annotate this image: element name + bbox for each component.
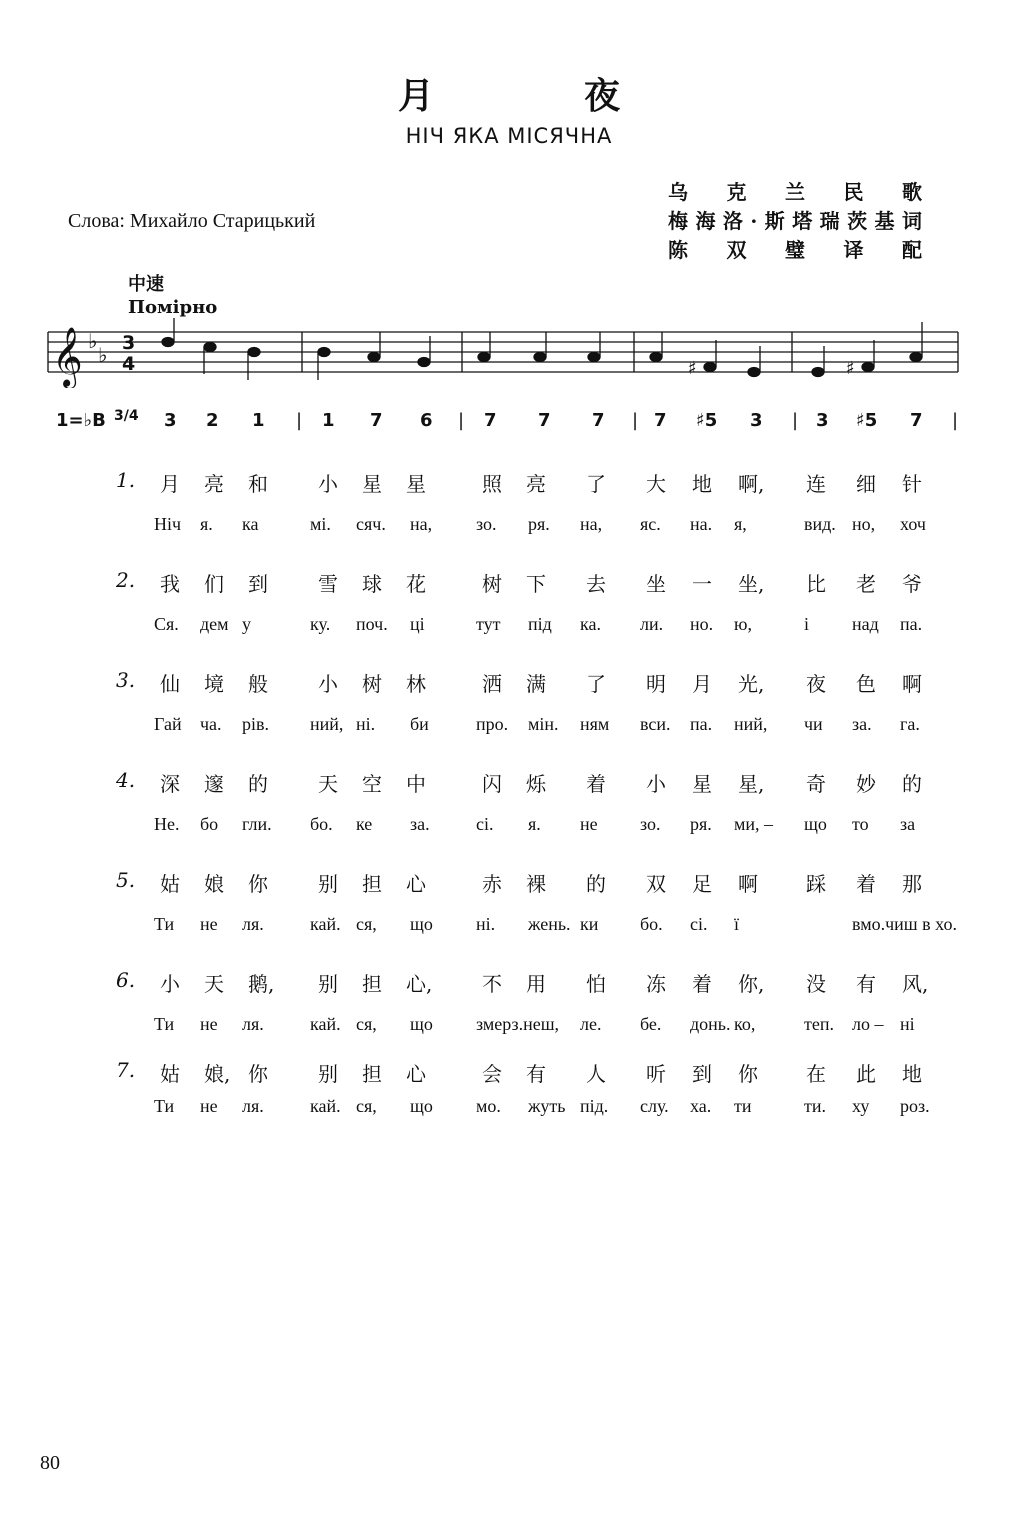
verse-ukrainian-row xyxy=(0,1096,1018,1136)
lyric-syllable-ua: бо xyxy=(200,814,219,834)
barline: | xyxy=(792,410,799,431)
lyric-syllable-ua: яс. xyxy=(640,514,661,534)
lyric-syllable-ua: Ти xyxy=(154,1014,175,1034)
lyric-syllable-ua: ти. xyxy=(804,1096,826,1116)
lyric-syllable-ua: ху xyxy=(852,1096,870,1116)
credit-lyricist: 梅海洛·斯塔瑞茨基词 xyxy=(668,209,922,233)
lyric-syllable-ua: ти xyxy=(734,1096,752,1116)
lyric-syllable-ua: жень. xyxy=(528,914,571,934)
lyric-syllable-ua: ля. xyxy=(242,1014,264,1034)
lyric-syllable-cn: 坐 xyxy=(646,572,666,596)
verse-ukrainian-row xyxy=(0,714,1018,754)
lyric-syllable-cn: 地 xyxy=(692,472,712,496)
lyric-syllable-ua: змерз.неш, xyxy=(476,1014,560,1034)
note: 1 xyxy=(322,410,335,431)
lyric-syllable-cn: 啊 xyxy=(902,672,922,696)
lyric-syllable-cn: 有 xyxy=(856,972,876,996)
lyric-syllable-ua: но, xyxy=(852,514,876,534)
note: 2 xyxy=(206,410,219,431)
lyric-syllable-cn: 星 xyxy=(692,772,712,796)
note: 7 xyxy=(370,410,383,431)
lyric-syllable-cn: 娘, xyxy=(204,1062,231,1086)
verse-chinese-row xyxy=(0,768,1018,808)
numbered-notation-row xyxy=(0,410,1018,440)
lyric-syllable-ua: бо. xyxy=(310,814,333,834)
lyric-syllable-cn: 担 xyxy=(362,1062,382,1086)
lyric-syllable-cn: 人 xyxy=(586,1062,606,1086)
lyric-syllable-ua: у xyxy=(242,614,251,634)
lyric-syllable-ua: ря. xyxy=(690,814,712,834)
sharp-icon: ♯ xyxy=(846,358,855,379)
verse-chinese-row xyxy=(0,568,1018,608)
lyric-syllable-cn: 娘 xyxy=(204,872,224,896)
lyric-syllable-cn: 着 xyxy=(586,772,606,796)
lyric-syllable-cn: 赤 xyxy=(482,872,502,896)
lyric-syllable-ua: ні xyxy=(900,1014,915,1034)
lyric-syllable-ua: ля. xyxy=(242,1096,264,1116)
lyric-syllable-cn: 啊 xyxy=(738,872,758,896)
lyric-syllable-cn: 姑 xyxy=(160,1062,180,1086)
lyric-syllable-cn: 着 xyxy=(856,872,876,896)
lyric-syllable-ua: про. xyxy=(476,714,509,734)
verse-ukrainian-row xyxy=(0,1014,1018,1054)
verse-chinese-row xyxy=(0,968,1018,1008)
lyric-syllable-ua: я, xyxy=(734,514,747,534)
lyric-syllable-cn: 老 xyxy=(856,572,876,596)
lyric-syllable-cn: 星 xyxy=(362,472,382,496)
time-signature-bottom: 4 xyxy=(122,353,136,375)
lyric-syllable-ua: ми, – xyxy=(734,814,774,834)
sharp-icon: ♯ xyxy=(688,358,697,379)
lyric-syllable-ua: за. xyxy=(852,714,872,734)
verse-ukrainian-row xyxy=(0,514,1018,554)
lyric-syllable-cn: 照 xyxy=(482,472,502,496)
lyric-syllable-cn: 爷 xyxy=(902,572,922,596)
lyric-syllable-ua: Ніч xyxy=(154,514,182,534)
lyric-syllable-ua: ка. xyxy=(580,614,601,634)
verse-number: 4. xyxy=(116,768,136,792)
barline: | xyxy=(458,410,465,431)
note: 7 xyxy=(654,410,667,431)
lyric-syllable-cn: 大 xyxy=(646,472,666,496)
lyric-syllable-cn: 般 xyxy=(248,672,268,696)
lyric-syllable-ua: я. xyxy=(528,814,541,834)
lyric-syllable-cn: 烁 xyxy=(526,772,546,796)
lyric-syllable-cn: 心 xyxy=(406,872,426,896)
music-staff xyxy=(44,318,964,388)
lyric-syllable-ua: ли. xyxy=(640,614,664,634)
verse-ukrainian-row xyxy=(0,914,1018,954)
lyric-syllable-cn: 到 xyxy=(692,1062,712,1086)
lyric-syllable-cn: 仙 xyxy=(160,672,180,696)
key-signature: 1=♭B xyxy=(56,410,106,431)
lyric-syllable-cn: 亮 xyxy=(526,472,546,496)
lyric-syllable-ua: ку. xyxy=(310,614,331,634)
verse-chinese-row xyxy=(0,668,1018,708)
lyric-syllable-ua: ся, xyxy=(356,914,377,934)
lyric-syllable-ua: сі. xyxy=(690,914,708,934)
lyric-syllable-ua: за. xyxy=(410,814,430,834)
lyric-syllable-ua: що xyxy=(804,814,827,834)
lyric-syllable-cn: 境 xyxy=(204,672,224,696)
lyric-syllable-cn: 中 xyxy=(406,772,426,796)
lyric-syllable-cn: 比 xyxy=(806,572,826,596)
lyric-syllable-cn: 天 xyxy=(204,972,224,996)
lyric-syllable-cn: 星 xyxy=(406,472,426,496)
lyric-syllable-ua: ням xyxy=(580,714,610,734)
lyric-syllable-ua: вси. xyxy=(640,714,671,734)
lyric-syllable-ua: ні. xyxy=(356,714,376,734)
lyric-syllable-cn: 球 xyxy=(362,572,382,596)
lyric-syllable-cn: 担 xyxy=(362,872,382,896)
lyric-syllable-ua: гли. xyxy=(242,814,272,834)
lyric-syllable-cn: 和 xyxy=(248,472,268,496)
note: 3 xyxy=(164,410,177,431)
lyric-syllable-ua: не xyxy=(200,1096,218,1116)
lyric-syllable-ua: то xyxy=(852,814,869,834)
lyric-syllable-cn: 坐, xyxy=(738,572,765,596)
lyric-syllable-cn: 们 xyxy=(204,572,224,596)
lyric-syllable-cn: 光, xyxy=(738,672,765,696)
verse-number: 2. xyxy=(116,568,136,592)
lyric-syllable-ua: би xyxy=(410,714,429,734)
lyric-syllable-cn: 那 xyxy=(902,872,922,896)
lyric-syllable-ua: кай. xyxy=(310,1014,341,1034)
lyric-syllable-ua: мо. xyxy=(476,1096,501,1116)
lyric-syllable-ua: га. xyxy=(900,714,920,734)
lyric-syllable-cn: 满 xyxy=(526,672,546,696)
lyric-syllable-ua: на, xyxy=(580,514,603,534)
lyric-syllable-cn: 着 xyxy=(692,972,712,996)
lyric-syllable-cn: 的 xyxy=(902,772,922,796)
lyric-syllable-ua: зо. xyxy=(640,814,661,834)
lyric-syllable-cn: 小 xyxy=(160,972,180,996)
flat-icon: ♭ xyxy=(98,343,108,367)
lyric-syllable-ua: під xyxy=(528,614,552,634)
lyric-syllable-cn: 担 xyxy=(362,972,382,996)
lyric-syllable-cn: 鹅, xyxy=(248,972,275,996)
note: 6 xyxy=(420,410,433,431)
verse-number: 3. xyxy=(116,668,136,692)
note: ♯5 xyxy=(696,410,718,431)
lyric-syllable-cn: 地 xyxy=(902,1062,922,1086)
lyric-syllable-ua: ний, xyxy=(310,714,344,734)
lyric-syllable-ua: хоч xyxy=(900,514,926,534)
lyric-syllable-cn: 林 xyxy=(406,672,426,696)
lyric-syllable-ua: Гай xyxy=(154,714,182,734)
lyric-syllable-ua: па. xyxy=(690,714,713,734)
lyricist-credit: Слова: Михайло Старицький xyxy=(68,210,316,232)
lyric-syllable-ua: мі. xyxy=(310,514,331,534)
lyric-syllable-ua: на, xyxy=(410,514,433,534)
lyric-syllable-ua: теп. xyxy=(804,1014,834,1034)
lyric-syllable-ua: ки xyxy=(580,914,599,934)
verse-chinese-row xyxy=(0,1058,1018,1098)
lyric-syllable-cn: 没 xyxy=(806,972,826,996)
lyric-syllable-cn: 别 xyxy=(318,972,338,996)
page-number: 80 xyxy=(40,1452,60,1474)
lyric-syllable-ua: зо. xyxy=(476,514,497,534)
lyric-syllable-cn: 用 xyxy=(526,972,546,996)
lyric-syllable-ua: Не. xyxy=(154,814,180,834)
lyric-syllable-cn: 树 xyxy=(362,672,382,696)
lyric-syllable-cn: 奇 xyxy=(806,772,826,796)
lyric-syllable-ua: донь. xyxy=(690,1014,731,1034)
verse-chinese-row xyxy=(0,868,1018,908)
lyric-syllable-cn: 我 xyxy=(160,572,180,596)
lyric-syllable-cn: 踩 xyxy=(806,872,826,896)
lyric-syllable-cn: 裸 xyxy=(526,872,546,896)
lyric-syllable-cn: 别 xyxy=(318,1062,338,1086)
tempo-chinese: 中速 xyxy=(128,274,164,295)
lyric-syllable-ua: ю, xyxy=(734,614,752,634)
lyric-syllable-ua: ся, xyxy=(356,1014,377,1034)
lyric-syllable-ua: ло – xyxy=(852,1014,884,1034)
lyric-syllable-ua: бе. xyxy=(640,1014,662,1034)
lyric-syllable-ua: ко, xyxy=(734,1014,756,1034)
lyric-syllable-cn: 天 xyxy=(318,772,338,796)
song-title-ukrainian: НІЧ ЯКА МІСЯЧНА xyxy=(405,124,613,148)
lyric-syllable-cn: 夜 xyxy=(806,672,826,696)
lyric-syllable-cn: 洒 xyxy=(482,672,502,696)
note: 7 xyxy=(910,410,923,431)
lyric-syllable-cn: 有 xyxy=(526,1062,546,1086)
lyric-syllable-cn: 色 xyxy=(856,672,876,696)
credits-block xyxy=(668,178,922,265)
lyric-syllable-ua: вмо.чиш в хо. xyxy=(852,914,957,934)
lyric-syllable-ua: ні. xyxy=(476,914,496,934)
lyric-syllable-ua: і xyxy=(804,614,810,634)
lyric-syllable-cn: 针 xyxy=(902,472,922,496)
lyric-syllable-cn: 到 xyxy=(248,572,268,596)
lyric-syllable-ua: вид. xyxy=(804,514,836,534)
lyric-syllable-cn: 你, xyxy=(738,972,765,996)
lyric-syllable-cn: 怕 xyxy=(586,972,606,996)
lyric-syllable-cn: 在 xyxy=(806,1062,826,1086)
lyric-syllable-ua: ний, xyxy=(734,714,768,734)
lyric-syllable-ua: ча. xyxy=(200,714,222,734)
treble-clef-icon: 𝄞 xyxy=(52,327,83,387)
lyric-syllable-ua: сяч. xyxy=(356,514,386,534)
lyric-syllable-cn: 啊, xyxy=(738,472,765,496)
lyric-syllable-ua: мін. xyxy=(528,714,559,734)
lyric-syllable-cn: 会 xyxy=(482,1062,502,1086)
lyric-syllable-ua: роз. xyxy=(900,1096,930,1116)
lyric-syllable-ua: ря. xyxy=(528,514,550,534)
lyric-syllable-ua: поч. xyxy=(356,614,388,634)
lyric-syllable-cn: 月 xyxy=(160,472,180,496)
lyric-syllable-ua: ся, xyxy=(356,1096,377,1116)
flat-icon: ♭ xyxy=(88,329,98,353)
credit-origin: 乌克兰民歌 xyxy=(668,180,922,204)
lyric-syllable-ua: па. xyxy=(900,614,923,634)
lyric-syllable-ua: жуть xyxy=(528,1096,566,1116)
lyric-syllable-cn: 星, xyxy=(738,772,765,796)
lyric-syllable-cn: 细 xyxy=(856,472,876,496)
lyric-syllable-cn: 你 xyxy=(738,1062,758,1086)
lyric-syllable-ua: не xyxy=(200,1014,218,1034)
lyric-syllable-cn: 明 xyxy=(646,672,666,696)
verse-number: 5. xyxy=(116,868,136,892)
lyric-syllable-cn: 足 xyxy=(692,872,712,896)
lyric-syllable-cn: 花 xyxy=(406,572,426,596)
note: 7 xyxy=(538,410,551,431)
lyric-syllable-ua: Ти xyxy=(154,1096,175,1116)
lyric-syllable-ua: ха. xyxy=(690,1096,712,1116)
lyric-syllable-cn: 小 xyxy=(318,672,338,696)
lyric-syllable-cn: 你 xyxy=(248,1062,268,1086)
lyric-syllable-ua: дем xyxy=(200,614,229,634)
lyric-syllable-cn: 风, xyxy=(902,972,929,996)
lyric-syllable-cn: 一 xyxy=(692,572,712,596)
time-signature: 3/4 xyxy=(114,408,139,424)
lyric-syllable-ua: слу. xyxy=(640,1096,669,1116)
lyric-syllable-ua: ці xyxy=(410,614,425,634)
lyric-syllable-cn: 邃 xyxy=(204,772,224,796)
lyric-syllable-ua: ля. xyxy=(242,914,264,934)
lyric-syllable-cn: 小 xyxy=(318,472,338,496)
lyric-syllable-cn: 亮 xyxy=(204,472,224,496)
verse-number: 6. xyxy=(116,968,136,992)
lyric-syllable-ua: чи xyxy=(804,714,823,734)
lyric-syllable-cn: 深 xyxy=(160,772,180,796)
lyric-syllable-cn: 月 xyxy=(692,672,712,696)
lyric-syllable-cn: 连 xyxy=(806,472,826,496)
barline: | xyxy=(952,410,959,431)
lyric-syllable-cn: 小 xyxy=(646,772,666,796)
lyric-syllable-cn: 闪 xyxy=(482,772,502,796)
lyric-syllable-ua: що xyxy=(410,1014,433,1034)
time-signature-top: 3 xyxy=(122,332,136,354)
lyric-syllable-cn: 听 xyxy=(646,1062,666,1086)
lyric-syllable-ua: ка xyxy=(242,514,259,534)
lyric-syllable-ua: за xyxy=(900,814,916,834)
lyric-syllable-ua: що xyxy=(410,914,433,934)
lyric-syllable-cn: 心, xyxy=(406,972,433,996)
note: 7 xyxy=(484,410,497,431)
lyric-syllable-ua: кай. xyxy=(310,914,341,934)
lyric-syllable-ua: на. xyxy=(690,514,713,534)
lyric-syllable-ua: Ся. xyxy=(154,614,179,634)
note: ♯5 xyxy=(856,410,878,431)
lyric-syllable-ua: ї xyxy=(734,914,740,934)
lyric-syllable-ua: не xyxy=(200,914,218,934)
lyric-syllable-ua: під. xyxy=(580,1096,609,1116)
lyric-syllable-cn: 别 xyxy=(318,872,338,896)
lyric-syllable-ua: кай. xyxy=(310,1096,341,1116)
lyric-syllable-ua: що xyxy=(410,1096,433,1116)
lyric-syllable-ua: Ти xyxy=(154,914,175,934)
song-title-chinese: 月夜 xyxy=(397,75,770,117)
lyric-syllable-cn: 下 xyxy=(526,572,546,596)
lyric-syllable-cn: 去 xyxy=(586,572,606,596)
lyric-syllable-ua: не xyxy=(580,814,598,834)
note: 1 xyxy=(252,410,265,431)
lyric-syllable-cn: 妙 xyxy=(856,772,876,796)
lyric-syllable-ua: я. xyxy=(200,514,213,534)
lyric-syllable-ua: тут xyxy=(476,614,501,634)
lyric-syllable-cn: 树 xyxy=(482,572,502,596)
lyric-syllable-cn: 冻 xyxy=(646,972,666,996)
lyric-syllable-cn: 双 xyxy=(646,872,666,896)
verse-ukrainian-row xyxy=(0,614,1018,654)
lyric-syllable-cn: 心 xyxy=(406,1062,426,1086)
lyric-syllable-cn: 雪 xyxy=(318,572,338,596)
lyric-syllable-cn: 此 xyxy=(856,1062,876,1086)
credit-translator: 陈双璧译配 xyxy=(668,238,922,262)
tempo-ukrainian: Помірно xyxy=(128,297,218,318)
verse-chinese-row xyxy=(0,468,1018,508)
lyric-syllable-ua: над xyxy=(852,614,879,634)
verse-number: 7. xyxy=(116,1058,136,1082)
lyric-syllable-ua: но. xyxy=(690,614,714,634)
lyric-syllable-cn: 的 xyxy=(248,772,268,796)
lyric-syllable-cn: 你 xyxy=(248,872,268,896)
barline: | xyxy=(296,410,303,431)
lyric-syllable-ua: сі. xyxy=(476,814,494,834)
lyric-syllable-cn: 不 xyxy=(482,972,502,996)
lyric-syllable-ua: рів. xyxy=(242,714,269,734)
note: 3 xyxy=(816,410,829,431)
lyric-syllable-cn: 姑 xyxy=(160,872,180,896)
lyric-syllable-ua: ке xyxy=(356,814,373,834)
note: 3 xyxy=(750,410,763,431)
lyric-syllable-ua: ле. xyxy=(580,1014,602,1034)
lyric-syllable-cn: 了 xyxy=(586,472,606,496)
barline: | xyxy=(632,410,639,431)
verse-number: 1. xyxy=(116,468,136,492)
lyric-syllable-cn: 了 xyxy=(586,672,606,696)
note: 7 xyxy=(592,410,605,431)
lyric-syllable-cn: 空 xyxy=(362,772,382,796)
lyric-syllable-ua: бо. xyxy=(640,914,663,934)
verse-ukrainian-row xyxy=(0,814,1018,854)
lyric-syllable-cn: 的 xyxy=(586,872,606,896)
